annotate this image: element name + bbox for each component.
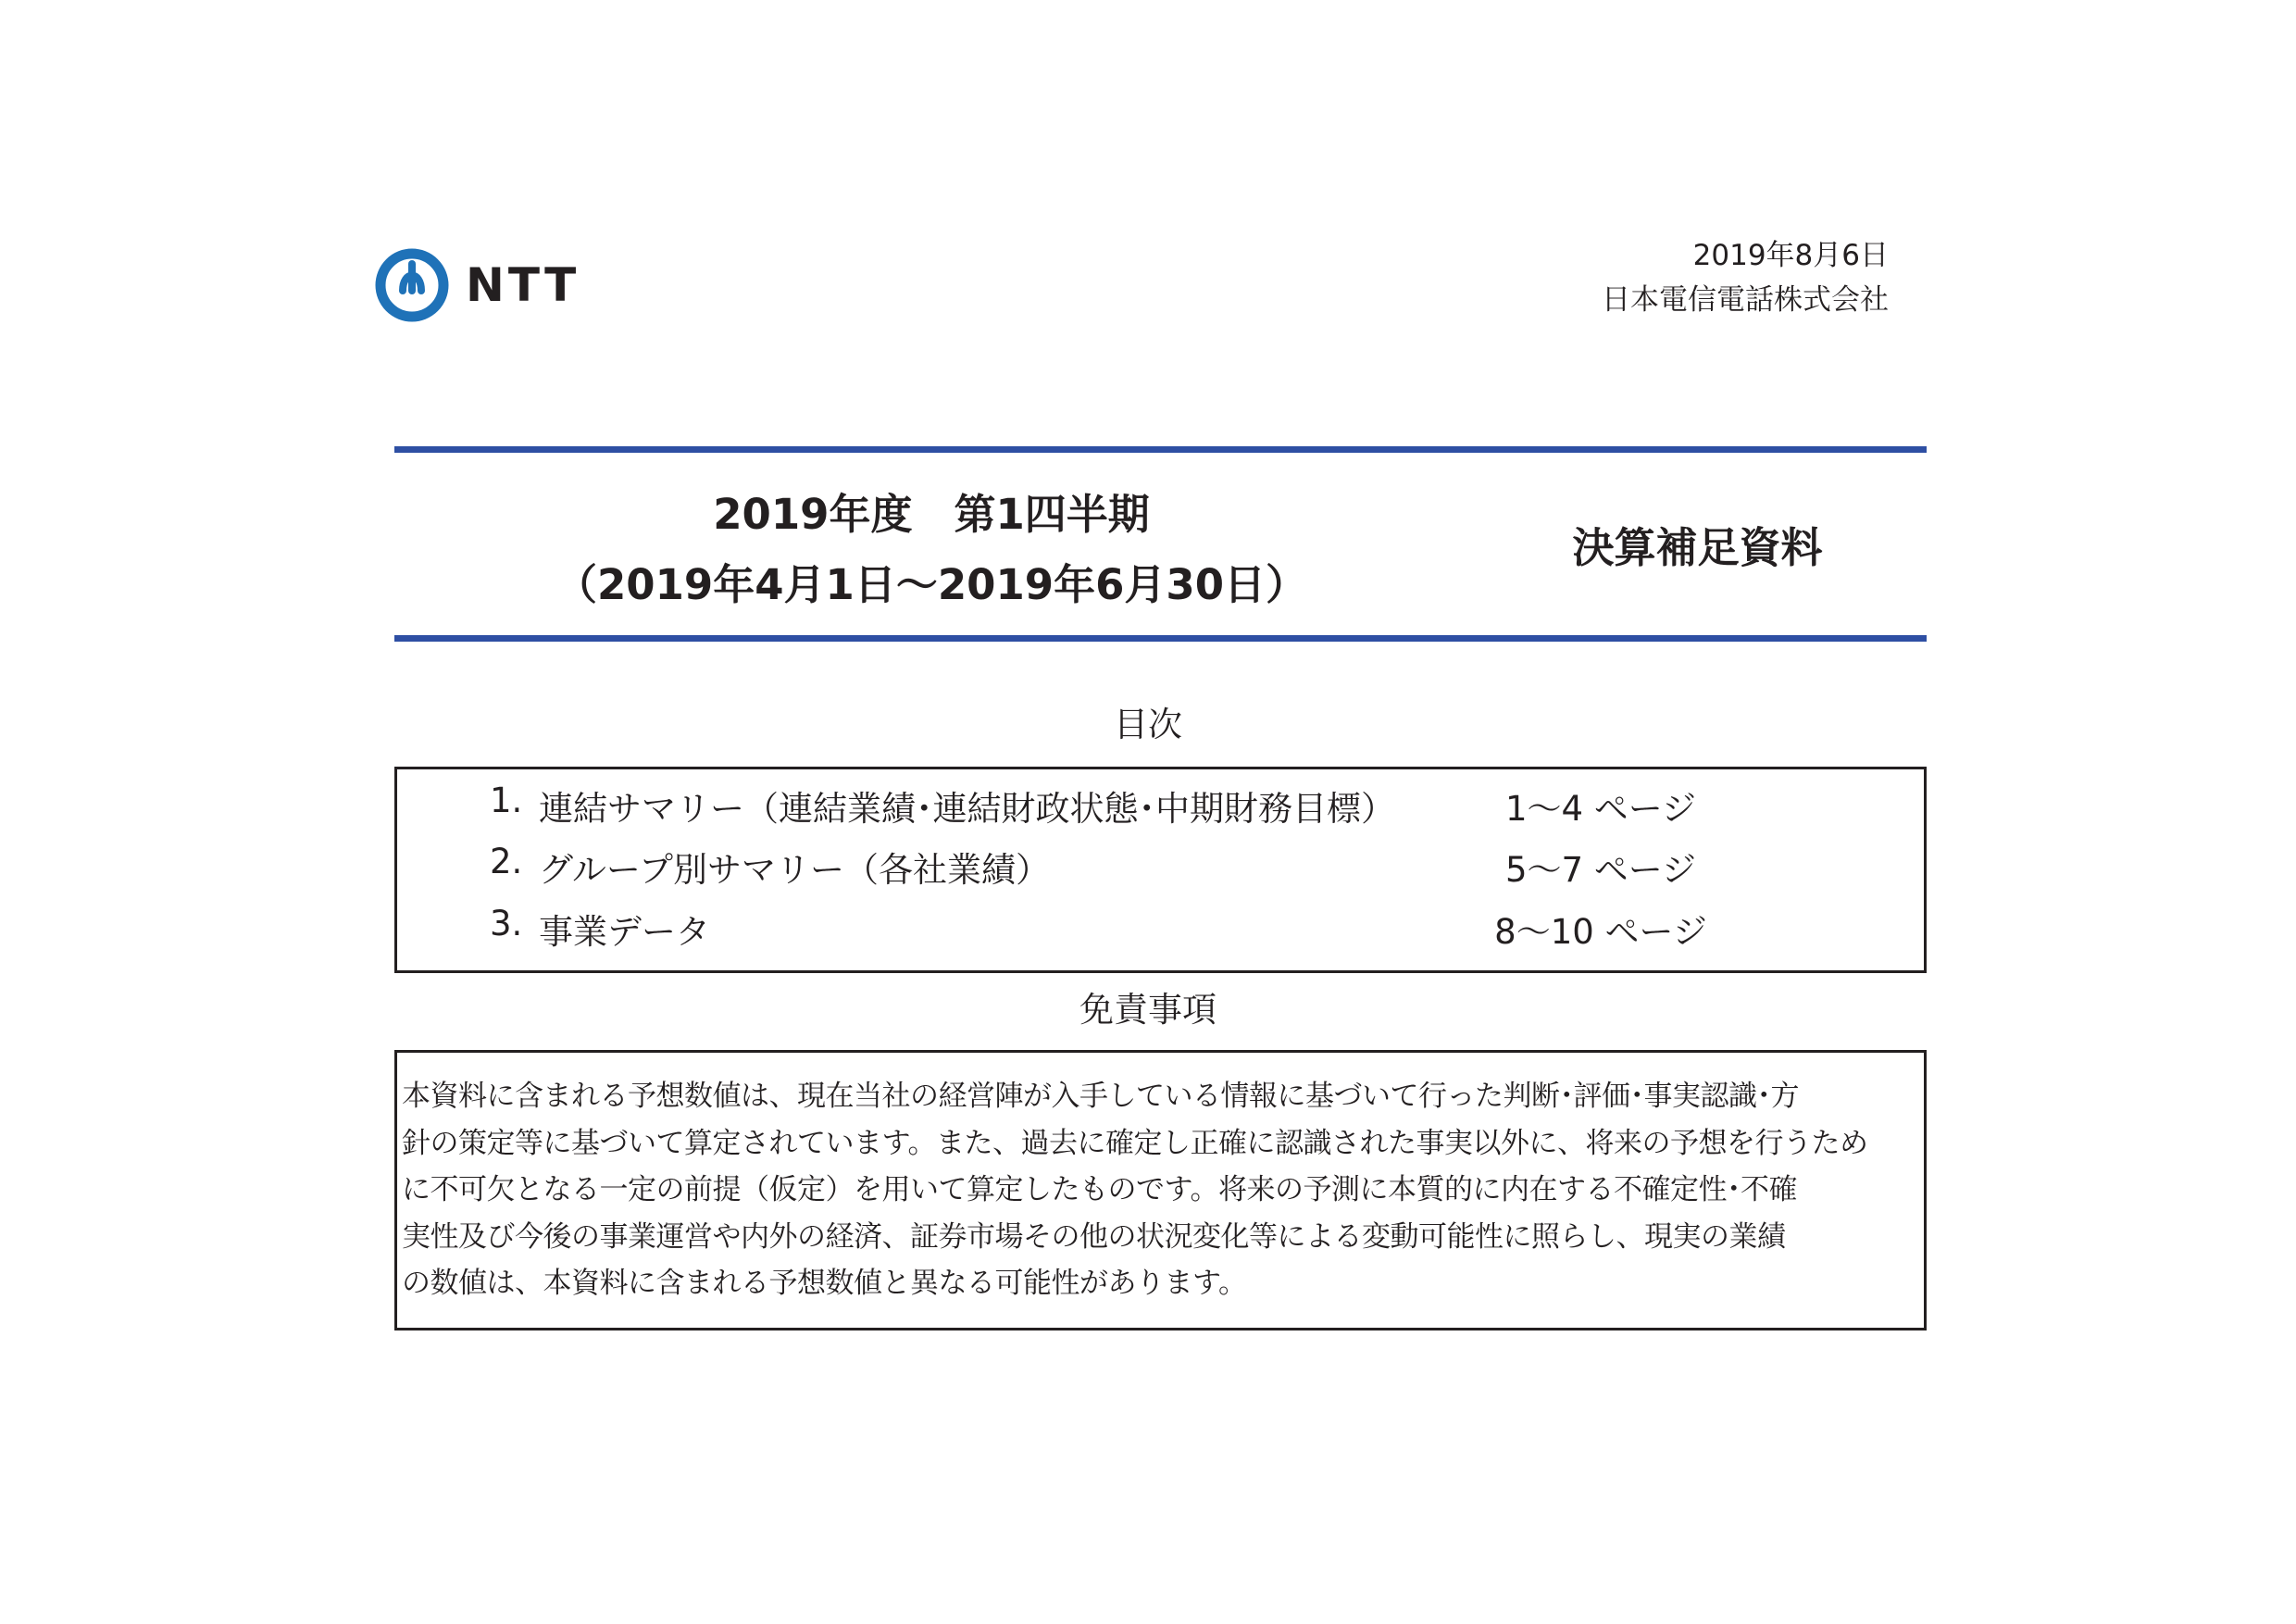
toc-item <box>397 904 1924 959</box>
disclaimer-text <box>402 1073 1925 1307</box>
disclaimer-line: 実性及び今後の事業運営や内外の経済、証券市場その他の状況変化等による変動可能性に照らし、現実の業績 <box>402 1219 1786 1254</box>
toc-item <box>397 781 1924 836</box>
disclaimer-heading: 免責事項 <box>1079 990 1217 1030</box>
document-type-title: 決算補足資料 <box>1572 523 1823 572</box>
toc-item-label: 事業データ <box>539 912 710 952</box>
disclaimer-line: 本資料に含まれる予想数値は、現在当社の経営陣が入手している情報に基づいて行った判断･評価･事実認識･方 <box>402 1080 1799 1113</box>
toc-item-label: グループ別サマリー（各社業績） <box>539 850 1051 890</box>
toc-item-number: 1. <box>490 781 523 820</box>
disclaimer-line: の数値は、本資料に含まれる予想数値と異なる可能性があります。 <box>402 1267 1247 1300</box>
ntt-logo <box>375 248 580 322</box>
title-bottom-rule <box>394 635 1927 642</box>
toc-item-number: 2. <box>490 842 523 881</box>
disclaimer-box <box>394 1050 1927 1330</box>
toc-item-number: 3. <box>490 904 523 943</box>
disclaimer-line: 針の策定等に基づいて算定されています。また、過去に確定し正確に認識された事実以外に、将来の予想を行うため <box>402 1126 1868 1160</box>
toc-item-pages: 5～7 ページ <box>1504 850 1697 890</box>
toc-item-pages: 1～4 ページ <box>1504 789 1697 829</box>
table-of-contents <box>394 767 1927 973</box>
fiscal-quarter-title: 2019年度 第1四半期 <box>713 490 1150 539</box>
toc-item-label: 連結サマリー（連結業績･連結財政状態･中期財務目標） <box>539 789 1395 829</box>
toc-item <box>397 842 1924 897</box>
ntt-logo-icon <box>375 248 449 322</box>
logo-wordmark: NTT <box>466 258 580 312</box>
toc-heading: 目次 <box>1114 705 1182 744</box>
company-name: 日本電信電話株式会社 <box>1602 283 1889 317</box>
toc-item-pages: 8～10 ページ <box>1494 912 1707 952</box>
report-period-title <box>394 480 1468 620</box>
period-range: （2019年4月1日～2019年6月30日） <box>555 560 1308 609</box>
title-top-rule <box>394 446 1927 453</box>
disclaimer-line: に不可欠となる一定の前提（仮定）を用いて算定したものです。将来の予測に本質的に内在する不確定性･不確 <box>402 1173 1798 1206</box>
publish-date: 2019年8月6日 <box>1692 239 1889 272</box>
document-header-info <box>1602 233 1889 322</box>
